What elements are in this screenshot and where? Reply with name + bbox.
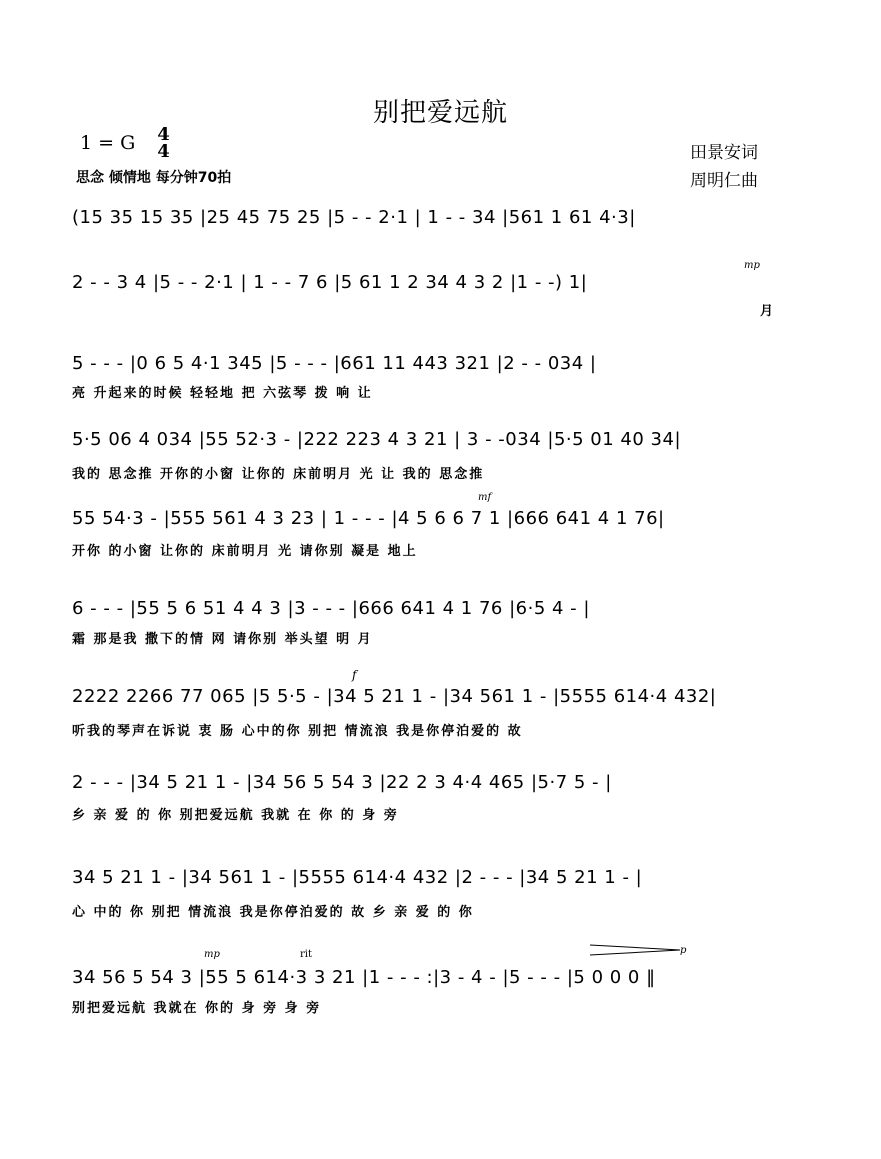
key-signature <box>80 126 170 160</box>
lyrics-line: 月 <box>760 304 776 319</box>
time-signature-top: 4 <box>157 124 170 145</box>
notes-line: 34 5 21 1 - |34 561 1 - |5555 614·4 432 |2 - - - |34 5 21 1 - | <box>72 867 643 888</box>
time-signature <box>157 126 170 160</box>
notes-line: (15 35 15 35 |25 45 75 25 |5 - - 2·1 | 1 - - 34 |561 1 61 4·3| <box>72 207 636 228</box>
notes-line: 2222 2266 77 065 |5 5·5 - |34 5 21 1 - |34 561 1 - |5555 614·4 432| <box>72 686 717 707</box>
lyrics-line: 乡 亲 爱 的 你 别把爱远航 我就 在 你 的 身 旁 <box>72 808 399 823</box>
lyricist-credit: 田景安词 <box>690 143 758 163</box>
notes-line: 5 - - - |0 6 5 4·1 345 |5 - - - |661 11 443 321 |2 - - 034 | <box>72 353 597 374</box>
dynamic-mark: mp <box>204 949 220 960</box>
notes-line: 2 - - 3 4 |5 - - 2·1 | 1 - - 7 6 |5 61 1 2 34 4 3 2 |1 - -) 1| <box>72 272 588 293</box>
notes-line: 34 56 5 54 3 |55 5 614·3 3 21 |1 - - - :|3 - 4 - |5 - - - |5 0 0 0 ‖ <box>72 967 656 988</box>
notes-line: 2 - - - |34 5 21 1 - |34 56 5 54 3 |22 2 3 4·4 465 |5·7 5 - | <box>72 772 612 793</box>
notes-line: 6 - - - |55 5 6 51 4 4 3 |3 - - - |666 641 4 1 76 |6·5 4 - | <box>72 598 590 619</box>
song-title: 别把爱远航 <box>372 98 508 128</box>
key-label: 1 = G <box>80 132 136 154</box>
lyrics-line: 开你 的小窗 让你的 床前明月 光 请你别 凝是 地上 <box>72 544 418 559</box>
notes-line: 55 54·3 - |555 561 4 3 23 | 1 - - - |4 5 6 6 7 1 |666 641 4 1 76| <box>72 508 665 529</box>
notes-line: 5·5 06 4 034 |55 52·3 - |222 223 4 3 21 | 3 - -034 |5·5 01 40 34| <box>72 429 682 450</box>
tempo-marking: 思念 倾情地 每分钟70拍 <box>76 170 232 186</box>
dynamic-mark: mp <box>744 260 760 271</box>
lyrics-line: 亮 升起来的时候 轻轻地 把 六弦琴 拨 响 让 <box>72 386 373 401</box>
decrescendo-hairpin <box>590 943 682 957</box>
dynamic-mark: mf <box>478 492 492 503</box>
tempo-change-mark: rit <box>300 949 312 960</box>
dynamic-mark: p <box>680 945 687 956</box>
lyrics-line: 我的 思念推 开你的小窗 让你的 床前明月 光 让 我的 思念推 <box>72 467 485 482</box>
lyrics-line: 霜 那是我 撒下的情 网 请你别 举头望 明 月 <box>72 632 373 647</box>
lyrics-line: 心 中的 你 别把 情流浪 我是你停泊爱的 故 乡 亲 爱 的 你 <box>72 905 474 920</box>
dynamic-mark: f <box>352 668 357 682</box>
lyrics-line: 听我的琴声在诉说 衷 肠 心中的你 别把 情流浪 我是你停泊爱的 故 <box>72 724 523 739</box>
lyrics-line: 别把爱远航 我就在 你的 身 旁 身 旁 <box>72 1001 322 1016</box>
composer-credit: 周明仁曲 <box>690 171 758 191</box>
time-signature-bottom: 4 <box>157 141 170 162</box>
